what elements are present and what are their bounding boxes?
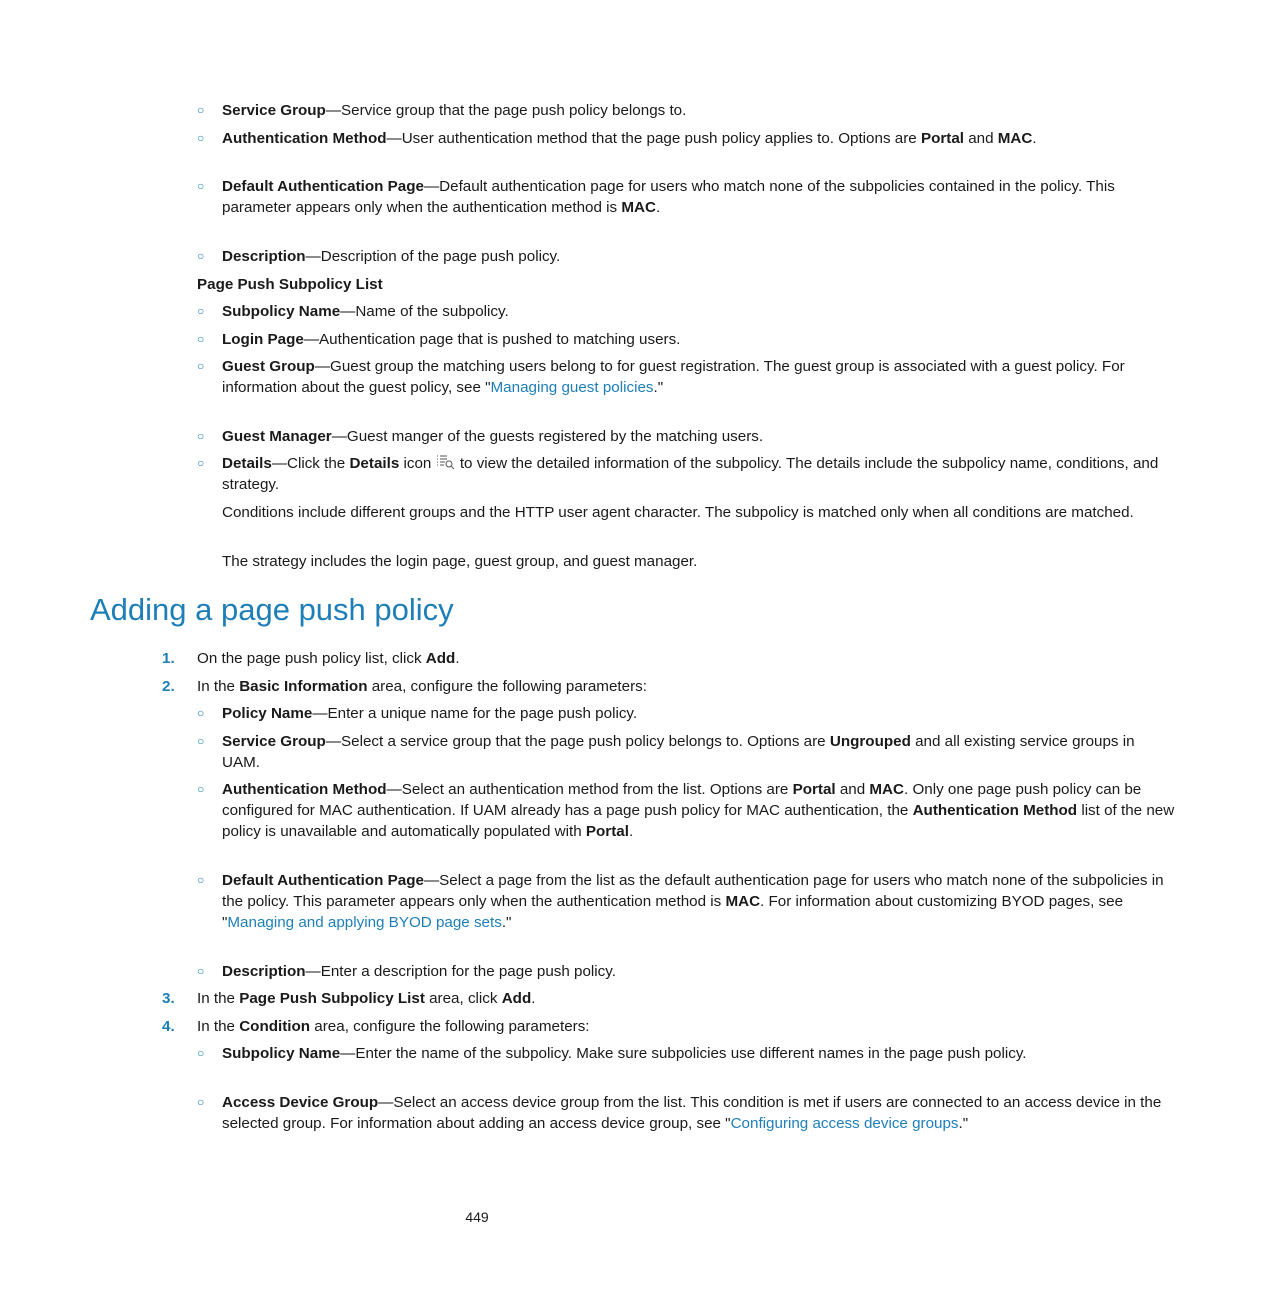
details-icon xyxy=(436,454,456,470)
list-item: ○ Authentication Method—Select an authentication method from the list. Options are Portal and MAC. Only one page push policy can be configured for MAC authentication. If UAM already has a page push policy for MAC authentication, the Authentication Method list of the new policy is unavailable and automatically populated with Portal. xyxy=(197,781,1175,840)
bullet-icon: ○ xyxy=(197,429,205,443)
step-number: 2. xyxy=(162,678,175,695)
bullet-icon: ○ xyxy=(197,964,205,978)
bullet-icon: ○ xyxy=(197,179,205,193)
byod-page-sets-link[interactable]: Managing and applying BYOD page sets xyxy=(227,914,502,931)
bullet-icon: ○ xyxy=(197,456,205,470)
step-item: 4. In the Condition area, configure the following parameters: xyxy=(162,1018,590,1035)
list-item: ○ Service Group—Select a service group that the page push policy belongs to. Options are Ungrouped and all existing service groups in UAM. xyxy=(197,733,1135,771)
list-item: ○ Service Group—Service group that the page push policy belongs to. xyxy=(197,102,687,119)
step-number: 4. xyxy=(162,1018,175,1035)
page-number: 449 xyxy=(465,1209,489,1225)
step-number: 3. xyxy=(162,990,175,1007)
bullet-icon: ○ xyxy=(197,1046,205,1060)
list-item: ○ Access Device Group—Select an access device group from the list. This condition is met if users are connected to an access device in the selected group. For information about adding an access device group, see "Configuring access device groups." xyxy=(197,1094,1162,1132)
bullet-icon: ○ xyxy=(197,1095,205,1109)
strategy-paragraph: The strategy includes the login page, guest group, and guest manager. xyxy=(222,553,698,570)
list-item: ○ Description—Enter a description for the page push policy. xyxy=(197,963,616,980)
bullet-icon: ○ xyxy=(197,103,205,117)
list-item: ○ Login Page—Authentication page that is pushed to matching users. xyxy=(197,331,681,348)
subpolicy-heading: Page Push Subpolicy List xyxy=(197,276,383,293)
bullet-icon: ○ xyxy=(197,131,205,145)
term: Description xyxy=(222,248,306,265)
bullet-icon: ○ xyxy=(197,782,205,796)
bullet-icon: ○ xyxy=(197,332,205,346)
term: Default Authentication Page xyxy=(222,178,424,195)
bullet-icon: ○ xyxy=(197,359,205,373)
list-item: ○ Default Authentication Page—Default authentication page for users who match none of the subpolicies contained in the policy. This parameter appears only when the authentication method is MAC. xyxy=(197,178,1115,216)
step-item: 1. On the page push policy list, click Add. xyxy=(162,650,460,667)
term: Service Group xyxy=(222,102,326,119)
conditions-paragraph: Conditions include different groups and the HTTP user agent character. The subpolicy is matched only when all conditions are matched. xyxy=(222,504,1134,521)
list-item: ○ Guest Group—Guest group the matching users belong to for guest registration. The guest group is associated with a guest policy. For information about the guest policy, see "Managing guest policies." xyxy=(197,358,1125,396)
term: Authentication Method xyxy=(222,130,387,147)
access-device-groups-link[interactable]: Configuring access device groups xyxy=(730,1115,959,1132)
managing-guest-policies-link[interactable]: Managing guest policies xyxy=(490,379,654,396)
bullet-icon: ○ xyxy=(197,304,205,318)
bullet-icon: ○ xyxy=(197,734,205,748)
bullet-icon: ○ xyxy=(197,249,205,263)
list-item: ○ Guest Manager—Guest manger of the guests registered by the matching users. xyxy=(197,428,764,445)
list-item: ○ Description—Description of the page push policy. xyxy=(197,248,561,265)
list-item: ○ Details—Click the Details icon to view the detailed information of the subpolicy. The details include the subpolicy name, conditions, and strategy. xyxy=(197,455,1159,493)
list-item: ○ Policy Name—Enter a unique name for the page push policy. xyxy=(197,705,638,722)
list-item: ○ Subpolicy Name—Name of the subpolicy. xyxy=(197,303,509,320)
list-item: ○ Authentication Method—User authentication method that the page push policy applies to. Options are Portal and MAC. xyxy=(197,130,1037,147)
list-item: ○ Default Authentication Page—Select a page from the list as the default authentication page for users who match none of the subpolicies in the policy. This parameter appears only when the authentication method is MAC. For information about customizing BYOD pages, see "Managing and applying BYOD page sets." xyxy=(197,872,1164,931)
step-number: 1. xyxy=(162,650,175,667)
list-item: ○ Subpolicy Name—Enter the name of the subpolicy. Make sure subpolicies use different names in the page push policy. xyxy=(197,1045,1027,1062)
bullet-icon: ○ xyxy=(197,706,205,720)
section-title: Adding a page push policy xyxy=(90,592,454,627)
bullet-icon: ○ xyxy=(197,873,205,887)
step-item: 2. In the Basic Information area, configure the following parameters: xyxy=(162,678,647,695)
step-item: 3. In the Page Push Subpolicy List area, click Add. xyxy=(162,990,536,1007)
